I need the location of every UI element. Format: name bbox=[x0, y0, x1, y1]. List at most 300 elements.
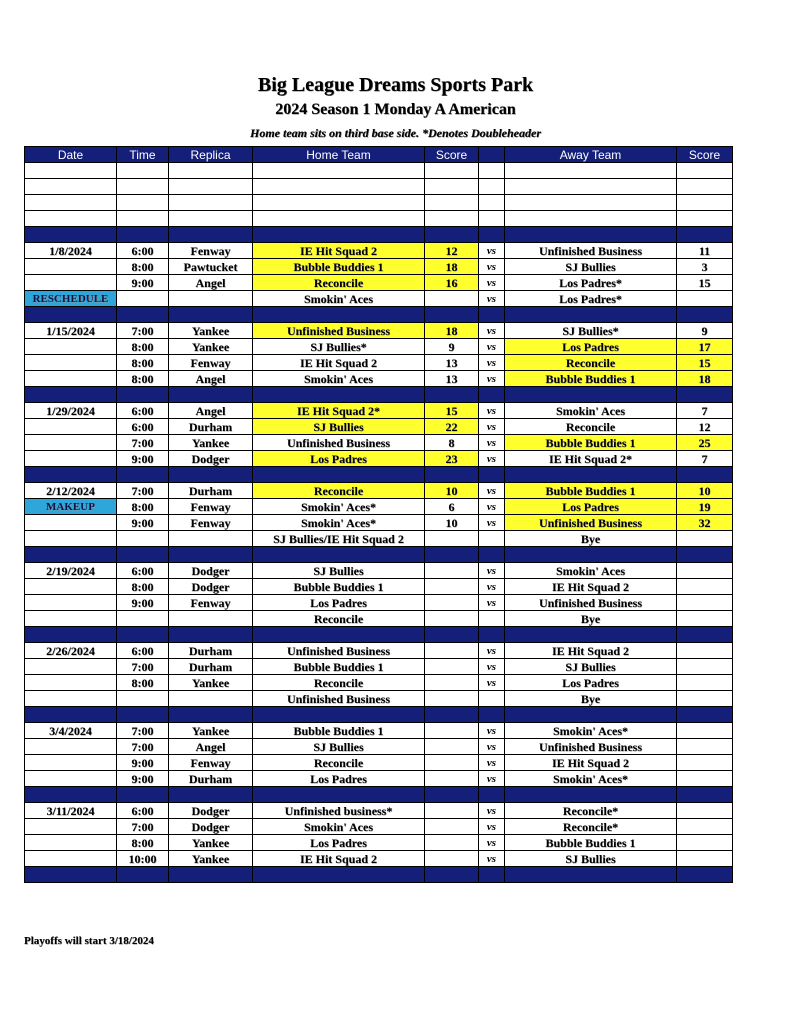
versus-label: vs bbox=[479, 243, 505, 259]
table-header-row bbox=[25, 147, 733, 163]
versus-label: vs bbox=[479, 339, 505, 355]
game-time: 6:00 bbox=[117, 643, 169, 659]
field-replica: Yankee bbox=[169, 675, 253, 691]
game-date: 3/11/2024 bbox=[25, 803, 117, 819]
home-score bbox=[425, 755, 479, 771]
versus-label bbox=[479, 531, 505, 547]
away-team: Smokin' Aces* bbox=[505, 771, 677, 787]
blank-cell bbox=[505, 211, 677, 227]
home-team: Bubble Buddies 1 bbox=[253, 579, 425, 595]
game-time bbox=[117, 611, 169, 627]
game-date bbox=[25, 515, 117, 531]
blank-cell bbox=[117, 211, 169, 227]
versus-label: vs bbox=[479, 643, 505, 659]
game-row bbox=[25, 515, 733, 531]
blank-row bbox=[25, 195, 733, 211]
game-row bbox=[25, 659, 733, 675]
game-date bbox=[25, 675, 117, 691]
game-time: 7:00 bbox=[117, 659, 169, 675]
game-date bbox=[25, 755, 117, 771]
away-team: Smokin' Aces* bbox=[505, 723, 677, 739]
game-date: 1/29/2024 bbox=[25, 403, 117, 419]
versus-label bbox=[479, 611, 505, 627]
away-team: Unfinished Business bbox=[505, 515, 677, 531]
home-score: 12 bbox=[425, 243, 479, 259]
game-time: 9:00 bbox=[117, 515, 169, 531]
home-score: 16 bbox=[425, 275, 479, 291]
home-score: 22 bbox=[425, 419, 479, 435]
blank-cell bbox=[25, 211, 117, 227]
game-date bbox=[25, 355, 117, 371]
home-team: Los Padres bbox=[253, 595, 425, 611]
blank-row bbox=[25, 211, 733, 227]
home-team: Los Padres bbox=[253, 835, 425, 851]
away-score: 32 bbox=[677, 515, 733, 531]
game-row bbox=[25, 291, 733, 307]
game-time: 7:00 bbox=[117, 323, 169, 339]
away-score bbox=[677, 675, 733, 691]
versus-label: vs bbox=[479, 739, 505, 755]
game-time: 6:00 bbox=[117, 403, 169, 419]
game-row bbox=[25, 435, 733, 451]
versus-label: vs bbox=[479, 419, 505, 435]
home-team: Unfinished business* bbox=[253, 803, 425, 819]
blank-cell bbox=[253, 163, 425, 179]
game-date bbox=[25, 371, 117, 387]
game-date bbox=[25, 275, 117, 291]
home-score bbox=[425, 771, 479, 787]
column-header-date: Date bbox=[25, 147, 117, 163]
away-team: Los Padres* bbox=[505, 291, 677, 307]
game-row bbox=[25, 275, 733, 291]
away-score bbox=[677, 291, 733, 307]
home-team: SJ Bullies/IE Hit Squad 2 bbox=[253, 531, 425, 547]
home-team: Unfinished Business bbox=[253, 435, 425, 451]
versus-label: vs bbox=[479, 435, 505, 451]
blank-row bbox=[25, 179, 733, 195]
game-time bbox=[117, 291, 169, 307]
week-separator bbox=[25, 707, 733, 723]
home-score: 9 bbox=[425, 339, 479, 355]
away-score bbox=[677, 851, 733, 867]
away-team: Reconcile bbox=[505, 355, 677, 371]
home-score bbox=[425, 675, 479, 691]
field-replica bbox=[169, 291, 253, 307]
field-replica: Fenway bbox=[169, 499, 253, 515]
game-row bbox=[25, 611, 733, 627]
home-team: SJ Bullies* bbox=[253, 339, 425, 355]
blank-cell bbox=[677, 163, 733, 179]
game-time: 9:00 bbox=[117, 595, 169, 611]
versus-label: vs bbox=[479, 499, 505, 515]
game-row bbox=[25, 595, 733, 611]
game-row bbox=[25, 771, 733, 787]
versus-label: vs bbox=[479, 563, 505, 579]
away-score bbox=[677, 835, 733, 851]
versus-label: vs bbox=[479, 323, 505, 339]
blank-cell bbox=[169, 179, 253, 195]
blank-cell bbox=[505, 195, 677, 211]
field-replica: Yankee bbox=[169, 851, 253, 867]
status-tag: RESCHEDULE bbox=[25, 291, 117, 307]
game-time: 9:00 bbox=[117, 771, 169, 787]
away-score bbox=[677, 723, 733, 739]
week-separator bbox=[25, 307, 733, 323]
game-row bbox=[25, 259, 733, 275]
game-date bbox=[25, 435, 117, 451]
blank-cell bbox=[479, 179, 505, 195]
away-team: SJ Bullies bbox=[505, 659, 677, 675]
game-row bbox=[25, 339, 733, 355]
field-replica: Yankee bbox=[169, 339, 253, 355]
versus-label: vs bbox=[479, 835, 505, 851]
home-team: Reconcile bbox=[253, 483, 425, 499]
field-replica: Dodger bbox=[169, 451, 253, 467]
away-score bbox=[677, 563, 733, 579]
field-replica: Dodger bbox=[169, 819, 253, 835]
away-team: Unfinished Business bbox=[505, 739, 677, 755]
game-row bbox=[25, 563, 733, 579]
home-team: SJ Bullies bbox=[253, 419, 425, 435]
column-header-time: Time bbox=[117, 147, 169, 163]
versus-label: vs bbox=[479, 723, 505, 739]
home-team: Smokin' Aces* bbox=[253, 515, 425, 531]
field-replica: Durham bbox=[169, 643, 253, 659]
home-score: 13 bbox=[425, 371, 479, 387]
game-time: 6:00 bbox=[117, 803, 169, 819]
versus-label: vs bbox=[479, 451, 505, 467]
away-score bbox=[677, 739, 733, 755]
away-score bbox=[677, 531, 733, 547]
home-team: Reconcile bbox=[253, 755, 425, 771]
game-date bbox=[25, 451, 117, 467]
away-team: SJ Bullies* bbox=[505, 323, 677, 339]
game-row bbox=[25, 755, 733, 771]
game-time: 9:00 bbox=[117, 275, 169, 291]
field-replica: Durham bbox=[169, 483, 253, 499]
away-score: 17 bbox=[677, 339, 733, 355]
game-time: 8:00 bbox=[117, 339, 169, 355]
schedule-note: Home team sits on third base side. *Denotes Doubleheader bbox=[250, 126, 541, 140]
game-time: 6:00 bbox=[117, 419, 169, 435]
game-row bbox=[25, 243, 733, 259]
home-team: SJ Bullies bbox=[253, 563, 425, 579]
away-team: Reconcile* bbox=[505, 803, 677, 819]
away-score: 15 bbox=[677, 275, 733, 291]
away-score bbox=[677, 691, 733, 707]
field-replica: Yankee bbox=[169, 723, 253, 739]
field-replica: Durham bbox=[169, 659, 253, 675]
blank-cell bbox=[479, 163, 505, 179]
away-score: 9 bbox=[677, 323, 733, 339]
blank-cell bbox=[169, 211, 253, 227]
versus-label: vs bbox=[479, 275, 505, 291]
game-date bbox=[25, 259, 117, 275]
game-row bbox=[25, 691, 733, 707]
away-score: 11 bbox=[677, 243, 733, 259]
away-score: 18 bbox=[677, 371, 733, 387]
away-team: Reconcile* bbox=[505, 819, 677, 835]
game-row bbox=[25, 451, 733, 467]
away-score: 3 bbox=[677, 259, 733, 275]
game-row bbox=[25, 419, 733, 435]
home-team: Bubble Buddies 1 bbox=[253, 659, 425, 675]
home-score: 13 bbox=[425, 355, 479, 371]
game-date bbox=[25, 659, 117, 675]
game-time: 8:00 bbox=[117, 259, 169, 275]
game-date bbox=[25, 339, 117, 355]
playoffs-note: Playoffs will start 3/18/2024 bbox=[24, 935, 154, 947]
blank-cell bbox=[169, 195, 253, 211]
blank-cell bbox=[169, 163, 253, 179]
game-date bbox=[25, 531, 117, 547]
home-team: IE Hit Squad 2 bbox=[253, 851, 425, 867]
away-score: 12 bbox=[677, 419, 733, 435]
away-score: 19 bbox=[677, 499, 733, 515]
blank-cell bbox=[253, 211, 425, 227]
versus-label: vs bbox=[479, 259, 505, 275]
away-score bbox=[677, 595, 733, 611]
week-separator bbox=[25, 867, 733, 883]
game-date: 3/4/2024 bbox=[25, 723, 117, 739]
versus-label: vs bbox=[479, 659, 505, 675]
blank-cell bbox=[25, 179, 117, 195]
away-team: IE Hit Squad 2 bbox=[505, 643, 677, 659]
blank-cell bbox=[425, 163, 479, 179]
away-score: 7 bbox=[677, 403, 733, 419]
home-score bbox=[425, 803, 479, 819]
home-score bbox=[425, 723, 479, 739]
blank-cell bbox=[479, 195, 505, 211]
versus-label: vs bbox=[479, 515, 505, 531]
home-score bbox=[425, 851, 479, 867]
game-time: 7:00 bbox=[117, 739, 169, 755]
week-separator bbox=[25, 627, 733, 643]
game-date bbox=[25, 819, 117, 835]
field-replica: Durham bbox=[169, 771, 253, 787]
versus-label: vs bbox=[479, 819, 505, 835]
game-date bbox=[25, 611, 117, 627]
game-time: 8:00 bbox=[117, 579, 169, 595]
away-team: Los Padres* bbox=[505, 275, 677, 291]
versus-label: vs bbox=[479, 803, 505, 819]
away-team: IE Hit Squad 2* bbox=[505, 451, 677, 467]
game-time bbox=[117, 691, 169, 707]
away-team: Unfinished Business bbox=[505, 595, 677, 611]
away-team: Los Padres bbox=[505, 339, 677, 355]
blank-cell bbox=[505, 163, 677, 179]
week-separator bbox=[25, 547, 733, 563]
blank-cell bbox=[425, 195, 479, 211]
away-score: 15 bbox=[677, 355, 733, 371]
field-replica: Angel bbox=[169, 275, 253, 291]
game-row bbox=[25, 803, 733, 819]
home-score bbox=[425, 659, 479, 675]
home-team: Reconcile bbox=[253, 275, 425, 291]
versus-label bbox=[479, 691, 505, 707]
season-title: 2024 Season 1 Monday A American bbox=[275, 101, 516, 118]
field-replica bbox=[169, 691, 253, 707]
game-row bbox=[25, 371, 733, 387]
blank-cell bbox=[117, 179, 169, 195]
game-date bbox=[25, 419, 117, 435]
blank-cell bbox=[479, 211, 505, 227]
blank-cell bbox=[677, 195, 733, 211]
blank-cell bbox=[677, 211, 733, 227]
game-time: 7:00 bbox=[117, 819, 169, 835]
versus-label: vs bbox=[479, 355, 505, 371]
column-header-home-team: Home Team bbox=[253, 147, 425, 163]
home-score: 8 bbox=[425, 435, 479, 451]
field-replica bbox=[169, 611, 253, 627]
home-team: SJ Bullies bbox=[253, 739, 425, 755]
away-team: SJ Bullies bbox=[505, 851, 677, 867]
home-score: 10 bbox=[425, 483, 479, 499]
home-team: Smokin' Aces* bbox=[253, 499, 425, 515]
schedule-table bbox=[24, 146, 733, 883]
game-row bbox=[25, 323, 733, 339]
away-team: Los Padres bbox=[505, 499, 677, 515]
week-separator bbox=[25, 467, 733, 483]
game-row bbox=[25, 851, 733, 867]
away-score: 7 bbox=[677, 451, 733, 467]
away-team: Bye bbox=[505, 611, 677, 627]
away-score bbox=[677, 611, 733, 627]
blank-cell bbox=[425, 211, 479, 227]
versus-label: vs bbox=[479, 675, 505, 691]
game-row bbox=[25, 819, 733, 835]
blank-cell bbox=[253, 179, 425, 195]
home-score bbox=[425, 819, 479, 835]
away-score bbox=[677, 755, 733, 771]
away-team: Bye bbox=[505, 531, 677, 547]
game-date bbox=[25, 691, 117, 707]
field-replica: Angel bbox=[169, 739, 253, 755]
away-score: 25 bbox=[677, 435, 733, 451]
field-replica: Angel bbox=[169, 371, 253, 387]
game-time: 8:00 bbox=[117, 835, 169, 851]
home-team: Unfinished Business bbox=[253, 323, 425, 339]
away-team: IE Hit Squad 2 bbox=[505, 579, 677, 595]
home-score bbox=[425, 531, 479, 547]
versus-label: vs bbox=[479, 403, 505, 419]
versus-label: vs bbox=[479, 595, 505, 611]
home-team: Reconcile bbox=[253, 611, 425, 627]
versus-label: vs bbox=[479, 371, 505, 387]
blank-cell bbox=[677, 179, 733, 195]
game-date: 1/8/2024 bbox=[25, 243, 117, 259]
home-team: IE Hit Squad 2 bbox=[253, 355, 425, 371]
away-team: Bubble Buddies 1 bbox=[505, 483, 677, 499]
game-row bbox=[25, 723, 733, 739]
field-replica: Fenway bbox=[169, 595, 253, 611]
status-tag: MAKEUP bbox=[25, 499, 117, 515]
game-row bbox=[25, 483, 733, 499]
home-team: Smokin' Aces bbox=[253, 291, 425, 307]
blank-cell bbox=[25, 195, 117, 211]
away-team: Smokin' Aces bbox=[505, 563, 677, 579]
field-replica: Yankee bbox=[169, 323, 253, 339]
week-separator bbox=[25, 387, 733, 403]
game-date: 2/26/2024 bbox=[25, 643, 117, 659]
home-team: Reconcile bbox=[253, 675, 425, 691]
game-time: 8:00 bbox=[117, 499, 169, 515]
home-score bbox=[425, 691, 479, 707]
versus-label: vs bbox=[479, 851, 505, 867]
game-date bbox=[25, 579, 117, 595]
field-replica: Dodger bbox=[169, 803, 253, 819]
game-time: 8:00 bbox=[117, 355, 169, 371]
column-header-home-score: Score bbox=[425, 147, 479, 163]
home-score: 23 bbox=[425, 451, 479, 467]
blank-cell bbox=[253, 195, 425, 211]
blank-cell bbox=[425, 179, 479, 195]
game-row bbox=[25, 675, 733, 691]
versus-label: vs bbox=[479, 755, 505, 771]
game-time: 8:00 bbox=[117, 371, 169, 387]
away-team: IE Hit Squad 2 bbox=[505, 755, 677, 771]
home-score bbox=[425, 643, 479, 659]
away-team: SJ Bullies bbox=[505, 259, 677, 275]
column-header-replica: Replica bbox=[169, 147, 253, 163]
game-date: 1/15/2024 bbox=[25, 323, 117, 339]
home-team: Smokin' Aces bbox=[253, 819, 425, 835]
field-replica: Yankee bbox=[169, 435, 253, 451]
away-score bbox=[677, 579, 733, 595]
away-team: Bubble Buddies 1 bbox=[505, 435, 677, 451]
home-score bbox=[425, 739, 479, 755]
game-row bbox=[25, 499, 733, 515]
away-team: Bubble Buddies 1 bbox=[505, 371, 677, 387]
column-header-vs bbox=[479, 147, 505, 163]
home-score bbox=[425, 563, 479, 579]
game-time bbox=[117, 531, 169, 547]
home-score: 6 bbox=[425, 499, 479, 515]
week-separator bbox=[25, 227, 733, 243]
game-time: 9:00 bbox=[117, 755, 169, 771]
home-team: Los Padres bbox=[253, 451, 425, 467]
game-date bbox=[25, 835, 117, 851]
game-time: 7:00 bbox=[117, 723, 169, 739]
away-score bbox=[677, 643, 733, 659]
home-team: IE Hit Squad 2 bbox=[253, 243, 425, 259]
field-replica: Durham bbox=[169, 419, 253, 435]
game-date: 2/19/2024 bbox=[25, 563, 117, 579]
field-replica: Dodger bbox=[169, 563, 253, 579]
away-team: Reconcile bbox=[505, 419, 677, 435]
week-separator bbox=[25, 787, 733, 803]
away-team: Bubble Buddies 1 bbox=[505, 835, 677, 851]
game-row bbox=[25, 739, 733, 755]
game-date bbox=[25, 851, 117, 867]
field-replica: Fenway bbox=[169, 515, 253, 531]
versus-label: vs bbox=[479, 291, 505, 307]
game-time: 6:00 bbox=[117, 563, 169, 579]
home-team: IE Hit Squad 2* bbox=[253, 403, 425, 419]
game-date bbox=[25, 739, 117, 755]
field-replica: Dodger bbox=[169, 579, 253, 595]
home-score: 18 bbox=[425, 259, 479, 275]
game-time: 7:00 bbox=[117, 435, 169, 451]
game-time: 9:00 bbox=[117, 451, 169, 467]
column-header-away-score: Score bbox=[677, 147, 733, 163]
game-time: 10:00 bbox=[117, 851, 169, 867]
away-team: Bye bbox=[505, 691, 677, 707]
game-row bbox=[25, 531, 733, 547]
game-row bbox=[25, 643, 733, 659]
field-replica: Fenway bbox=[169, 355, 253, 371]
home-score bbox=[425, 835, 479, 851]
